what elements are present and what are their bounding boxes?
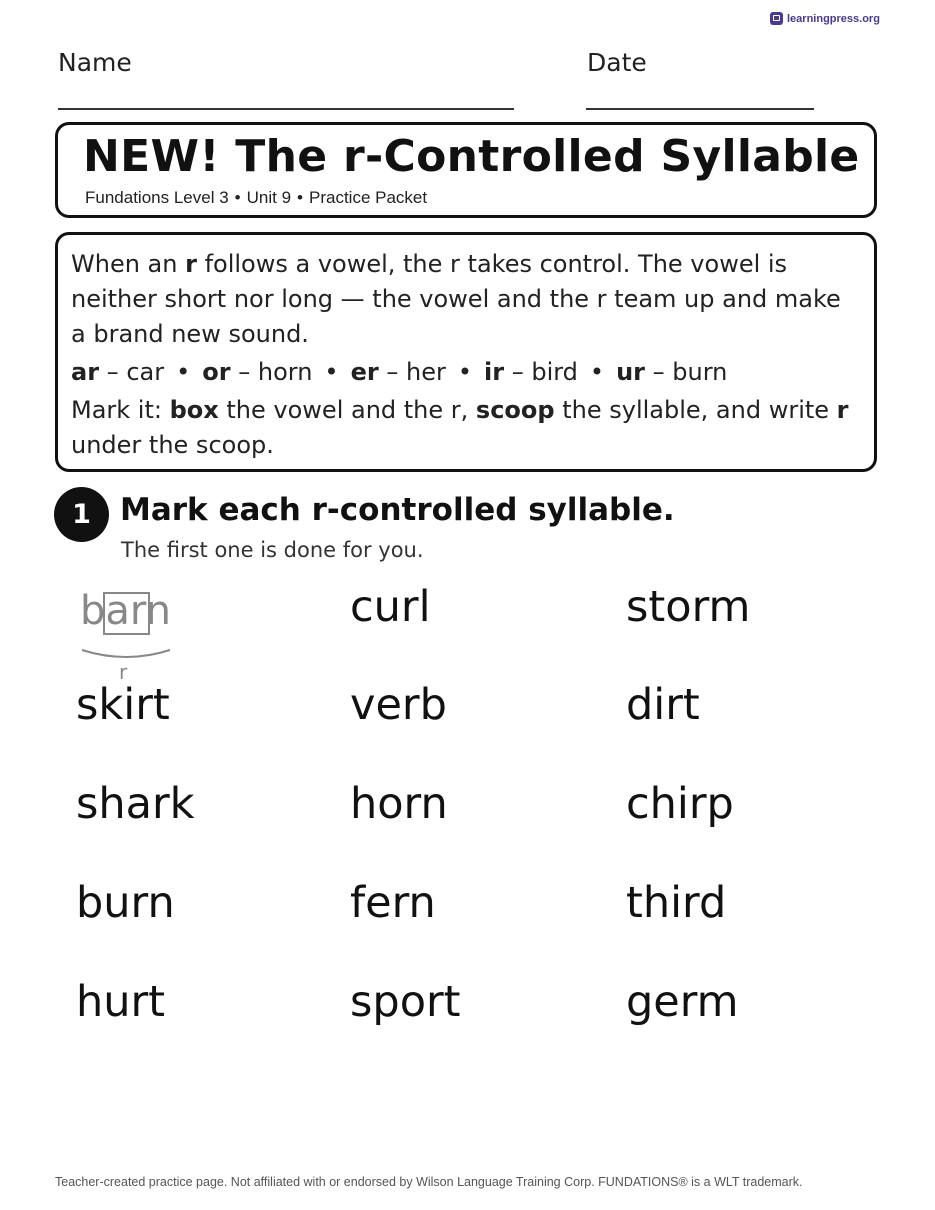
rule-dot: • [324, 358, 339, 386]
intro-text: When an [71, 250, 186, 278]
intro-paragraph [71, 247, 860, 352]
title-box [55, 122, 877, 218]
example-r-mark: r [119, 660, 128, 684]
mark-text: the syllable, and write [554, 396, 837, 424]
word-item[interactable]: dirt [626, 680, 700, 730]
rule-dot: • [589, 358, 605, 386]
mark-bold-scoop: scoop [475, 396, 555, 424]
word-item[interactable]: chirp [626, 779, 734, 829]
word-item[interactable]: sport [350, 977, 461, 1027]
rule-pattern: ar [71, 358, 100, 386]
rule-example: burn [672, 358, 728, 386]
rule-dash: – [652, 358, 665, 386]
rule-dash: – [238, 358, 251, 386]
example-boxed-letters: ar [105, 588, 146, 634]
word-item[interactable]: hurt [76, 977, 166, 1027]
instructions-box [55, 232, 877, 472]
rule-pattern: ir [483, 358, 505, 386]
word-item[interactable]: burn [76, 878, 175, 928]
word-item[interactable]: shark [76, 779, 195, 829]
question-subtitle: The first one is done for you. [121, 538, 424, 562]
brand-text: learningpress.org [787, 12, 880, 25]
rule-example: her [405, 358, 446, 386]
rule-example: car [126, 358, 165, 386]
page-title: NEW! The r-Controlled Syllable [83, 131, 860, 182]
syllable-scoop [80, 644, 180, 664]
rules-line [71, 355, 860, 390]
name-label: Name [58, 48, 132, 77]
vowel-r-box [103, 592, 150, 635]
subtitle [85, 188, 427, 208]
mark-text: the vowel and the r, [218, 396, 476, 424]
word-item[interactable]: curl [350, 582, 431, 632]
rule-pattern: or [202, 358, 231, 386]
intro-text: follows a vowel, the r takes control. The vowel is neither short nor long — the vowel and the r team up and make a brand new sound. [71, 250, 841, 348]
book-icon [770, 12, 783, 25]
rule-example: horn [257, 358, 313, 386]
rule-dot: • [176, 358, 191, 386]
mark-bold-box: box [169, 396, 219, 424]
rule-pattern: ur [616, 358, 645, 386]
footer-disclaimer: Teacher-created practice page. Not affiliated with or endorsed by Wilson Language Training Corp. FUNDATIONS® is a WLT trademark. [55, 1175, 803, 1189]
rule-pattern: er [350, 358, 379, 386]
subtitle-separator: • [297, 188, 303, 207]
brand-logo [770, 12, 880, 25]
example-word [80, 588, 190, 688]
question-title: Mark each r-controlled syllable. [120, 492, 675, 528]
intro-bold-r: r [185, 250, 197, 278]
rule-dash: – [106, 358, 119, 386]
question-number-badge: 1 [54, 487, 109, 542]
date-line[interactable] [586, 108, 814, 110]
word-item[interactable]: horn [350, 779, 448, 829]
subtitle-separator: • [234, 188, 241, 207]
subtitle-unit: Unit 9 [246, 188, 292, 207]
word-item[interactable]: germ [626, 977, 739, 1027]
mark-text: under the scoop. [71, 431, 274, 459]
rule-dot: • [457, 358, 472, 386]
mark-bold-r: r [836, 396, 849, 424]
example-before: b [80, 588, 106, 634]
mark-paragraph [71, 393, 860, 463]
mark-text: Mark it: [71, 396, 170, 424]
example-after: n [145, 588, 172, 634]
word-item[interactable]: third [626, 878, 727, 928]
word-item[interactable]: skirt [76, 680, 170, 730]
rule-dash: – [386, 358, 399, 386]
subtitle-level: Fundations Level 3 [85, 188, 229, 207]
rule-example: bird [531, 358, 578, 386]
rule-dash: – [511, 358, 524, 386]
name-line[interactable] [58, 108, 514, 110]
subtitle-packet: Practice Packet [308, 188, 428, 207]
word-item[interactable]: verb [350, 680, 447, 730]
date-label: Date [587, 48, 647, 77]
word-item[interactable]: storm [626, 582, 751, 632]
word-item[interactable]: fern [350, 878, 436, 928]
